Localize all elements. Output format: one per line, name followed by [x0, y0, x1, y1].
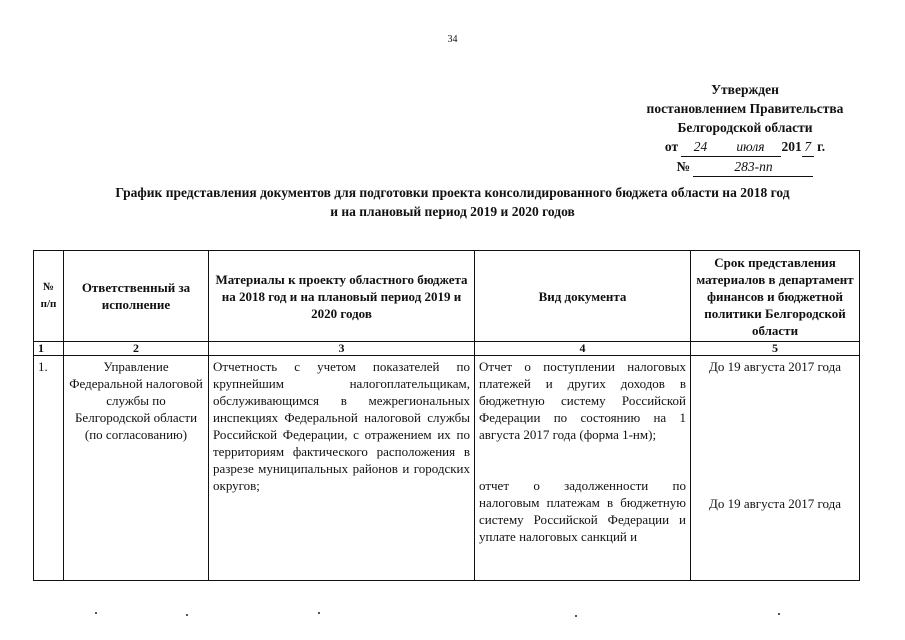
- date-day: 24: [681, 137, 719, 157]
- header-deadline: Срок представления материалов в департамент финансов и бюджетной политики Белгородской области: [691, 251, 860, 342]
- header-doc-type: Вид документа: [475, 251, 691, 342]
- schedule-table: [33, 250, 860, 581]
- deadline-2: До 19 августа 2017 года: [708, 496, 841, 511]
- header-number: № п/п: [34, 251, 64, 342]
- date-year-prefix: 201: [781, 139, 802, 154]
- approval-line-1: Утвержден: [711, 82, 779, 97]
- column-numbers-row: [34, 342, 860, 356]
- number-prefix: №: [676, 159, 691, 174]
- date-prefix: от: [664, 139, 679, 154]
- column-number-2: 2: [64, 342, 209, 356]
- approval-line-2: постановлением Правительства: [646, 101, 844, 116]
- document-title: [40, 183, 865, 221]
- date-month: июля: [719, 137, 781, 157]
- column-number-5: 5: [691, 342, 860, 356]
- table-header-row: [34, 251, 860, 342]
- row-deadline: [691, 356, 860, 581]
- approval-line-3: Белгородской области: [677, 120, 813, 135]
- date-year-digit: 7: [802, 137, 814, 157]
- number-value: 283-пп: [693, 157, 813, 177]
- header-responsible: Ответственный за исполнение: [64, 251, 209, 342]
- deadline-1: До 19 августа 2017 года: [708, 359, 841, 374]
- approval-stamp: [600, 80, 890, 177]
- column-number-1: 1: [34, 342, 64, 356]
- column-number-3: 3: [209, 342, 475, 356]
- table-row: [34, 356, 860, 581]
- header-materials: Материалы к проекту областного бюджета на 2018 год и на плановый период 2019 и 2020 годов: [209, 251, 475, 342]
- row-materials: Отчетность с учетом показателей по крупнейшим налогоплательщикам, обслуживающимся в межрегиональных инспекциях Федеральной налоговой службы Российской Федерации, с отражением их по территориям фактического расположения в разрезе муниципальных районов и городских округов;: [209, 356, 475, 581]
- doc-type-2: отчет о задолженности по налоговым платежам в бюджетную систему Российской Федерации и уплате налоговых санкций и: [479, 478, 686, 544]
- title-line-1: График представления документов для подготовки проекта консолидированного бюджета области на 2018 год: [115, 185, 790, 200]
- scan-specks: [0, 612, 905, 622]
- date-suffix: г.: [817, 139, 826, 154]
- doc-type-1: Отчет о поступлении налоговых платежей и других доходов в бюджетную систему Российской Федерации по состоянию на 1 августа 2017 года (форма 1-нм);: [479, 359, 686, 442]
- row-doc-type: [475, 356, 691, 581]
- page-number: 34: [447, 34, 458, 45]
- column-number-4: 4: [475, 342, 691, 356]
- approval-number: [600, 157, 890, 177]
- row-responsible: Управление Федеральной налоговой службы по Белгородской области (по согласованию): [64, 356, 209, 581]
- row-number: 1.: [34, 356, 64, 581]
- title-line-2: и на плановый период 2019 и 2020 годов: [330, 204, 575, 219]
- approval-date: [600, 137, 890, 157]
